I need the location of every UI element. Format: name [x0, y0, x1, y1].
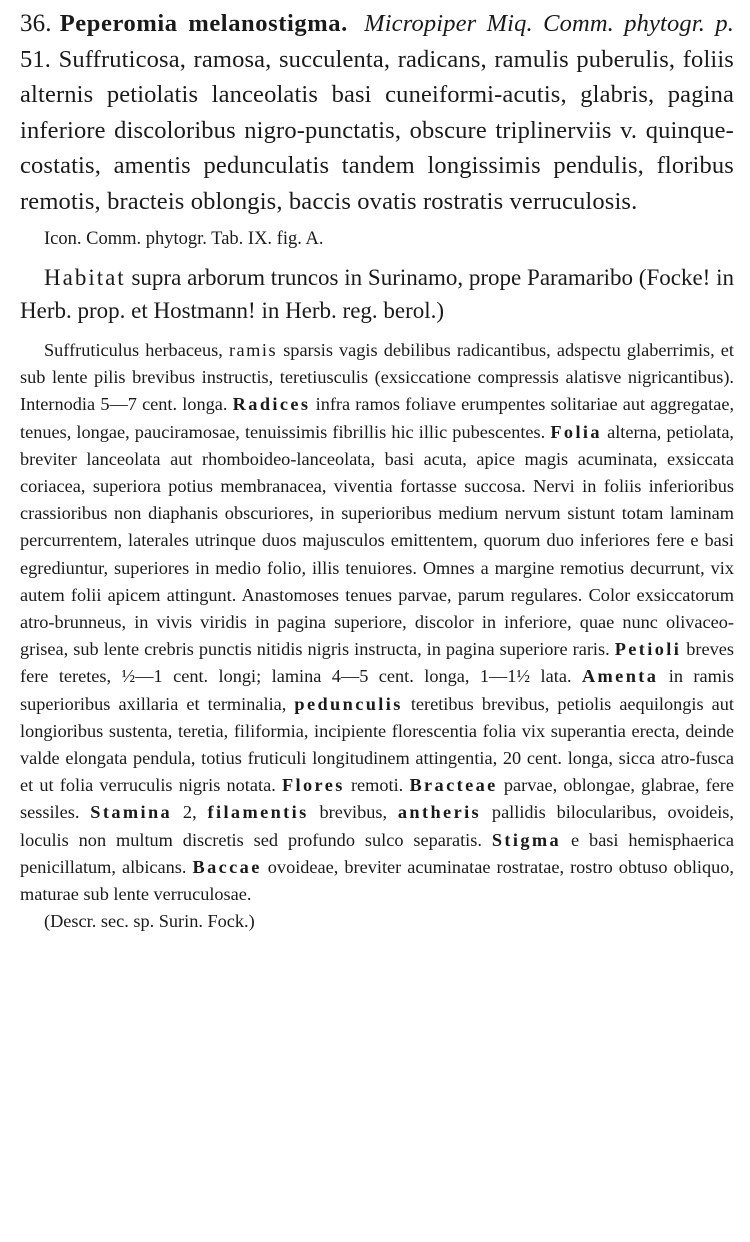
desc-text: pallidis bilocularibus, ovoideis, loculis non multum discretis sed profundo sulco separatis. [20, 802, 734, 850]
desc-text: infra ramos foliave erumpentes solitariae aut aggregatae, tenues, longae, pauciramosae, tenuissimis fibrillis hic illic pubescentes. [20, 394, 735, 442]
synonym-page: 51. [20, 45, 52, 73]
desc-text: breves fere teretes, ½—1 cent. longi; lamina 4—5 cent. longa, 1—1½ lata. [20, 639, 734, 687]
species-name: Peperomia melanostigma. [59, 10, 348, 37]
term-stigma: Stigma [491, 829, 562, 850]
entry-number: 36. [20, 10, 52, 37]
term-baccae: Baccae [192, 856, 262, 877]
desc-text: 2, [182, 802, 197, 823]
desc-text: alterna, petiolata, breviter lanceolata aut rhomboideo-lanceolata, basi acuta, apice magis acuminata, exsiccata coriacea, superiora potius membranacea, viventia fortasse succosa. Nervi in foliis inferioribus crassioribus non diaphanis obscuriores, in superioribus medium nervum sistunt totam laminam percurrentem, laterales utrinque duos majusculos emittentem, quorum duo inferiores fere e basi egrediuntur, superiores in medio folio, illis tenuiores. Omnes a margine remotius decurrunt, vix autem folii apicem attingunt. Anastomoses tenues parvae, parum regulares. Color exsiccatorum atro-brunneus, in vivis viridis in pagina superiore, discolor in inferiore, quae nunc olivaceo-grisea, sub lente crebris punctis nitidis nigris instructa, in pagina superiore raris. [20, 421, 735, 660]
habitat-keyword: Habitat [44, 265, 126, 290]
synonym-reference: Micropiper Miq. Comm. phytogr. p. [364, 10, 734, 37]
desc-text: teretibus brevibus, petiolis aequilongis aut longioribus sustenta, teretia, filiformia, incipiente florescentia folia vix superantia erecta, deinde valde elongata pendula, totius fruticuli longitudinem attingentia, 20 cent. longa, sicca atro-fusca et ut folia verruculis nigris notata. [20, 693, 735, 796]
desc-text: remoti. [350, 775, 404, 796]
desc-text: e basi hemisphaerica penicillatum, albicans. [20, 829, 734, 877]
term-flores: Flores [281, 775, 345, 796]
species-entry [20, 6, 734, 219]
species-diagnosis: Suffruticosa, ramosa, succulenta, radicans, ramulis puberulis, foliis alternis petiolatis lanceolatis basi cuneiformi-acutis, glabris, pagina inferiore discoloribus nigro-punctatis, obscure triplinerviis v. quinque-costatis, amentis pedunculatis tandem longissimis pendulis, floribus remotis, bracteis oblongis, baccis ovatis rostratis verruculosis. [20, 45, 734, 215]
desc-text: in ramis superioribus axillaria et terminalia, [20, 666, 734, 714]
icon-reference: Icon. Comm. phytogr. Tab. IX. fig. A. [44, 229, 324, 249]
term-filamentis: filamentis [207, 802, 309, 823]
term-bracteae: Bracteae [409, 775, 498, 796]
habitat-text: supra arborum truncos in Surinamo, prope Paramaribo (Focke! in Herb. prop. et Hostmann! in Herb. reg. berol.) [20, 265, 735, 323]
habitat-paragraph [20, 261, 734, 327]
desc-text: sparsis vagis debilibus radicantibus, adspectu glaberrimis, et sub lente pilis brevibus instructis, teretiusculis (exsiccatione compressis alatisve nigricantibus). Internodia 5—7 cent. longa. [20, 340, 734, 415]
term-folia: Folia [550, 421, 602, 442]
desc-text: parvae, oblongae, glabrae, fere sessiles. [20, 775, 735, 823]
term-ramis: ramis [228, 340, 278, 360]
desc-text: ovoideae, breviter acuminatae rostratae, rostro obtuso obliquo, maturae sub lente verruculosae. [20, 856, 734, 905]
term-radices: Radices [232, 394, 311, 415]
term-amenta: Amenta [581, 666, 659, 687]
desc-text: brevibus, [319, 802, 388, 823]
term-antheris: antheris [397, 802, 482, 823]
term-stamina: Stamina [90, 802, 173, 823]
term-petioli: Petioli [614, 639, 682, 660]
desc-text: Suffruticulus herbaceus, [44, 340, 223, 360]
term-pedunculis: pedunculis [294, 693, 403, 714]
description-source: (Descr. sec. sp. Surin. Fock.) [44, 911, 255, 932]
description-paragraph [20, 337, 734, 935]
book-page [20, 6, 734, 935]
